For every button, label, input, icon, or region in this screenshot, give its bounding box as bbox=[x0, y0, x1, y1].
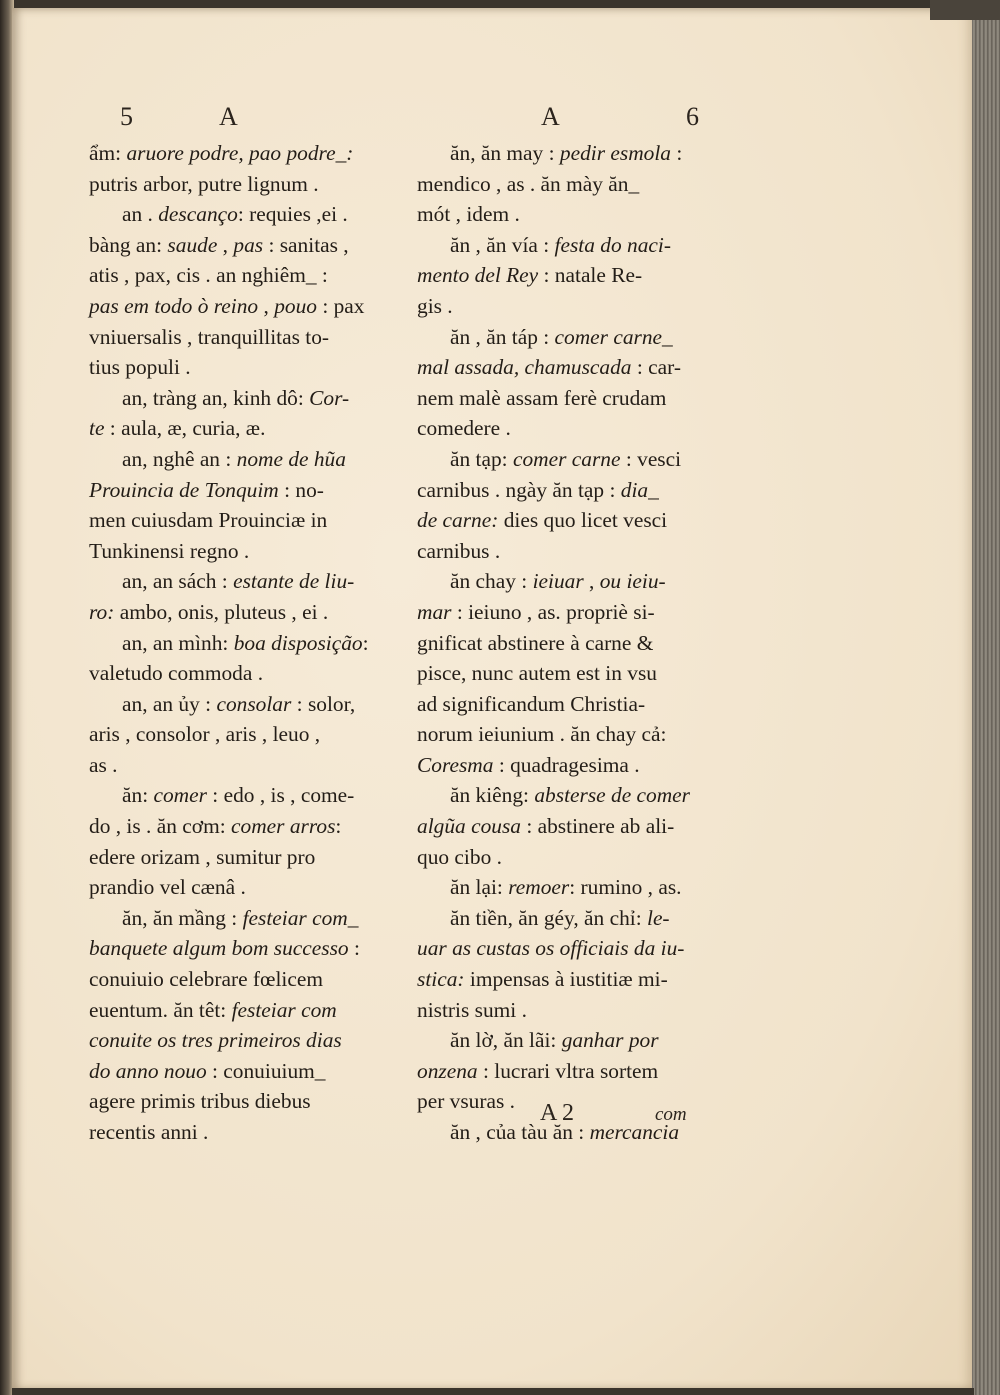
text-line bbox=[417, 995, 723, 1026]
entry-text: Tunkinensi regno . bbox=[89, 538, 250, 563]
portuguese-gloss: banquete algum bom successo bbox=[89, 936, 349, 961]
entry-text: prandio vel cænâ . bbox=[89, 875, 246, 900]
text-line bbox=[417, 566, 723, 597]
text-line bbox=[417, 444, 723, 475]
portuguese-gloss: mal assada, chamuscada bbox=[417, 355, 632, 380]
portuguese-gloss: consolar bbox=[216, 691, 292, 716]
text-line bbox=[89, 1025, 395, 1056]
entry-text: euentum. ăn têt: bbox=[89, 997, 232, 1022]
portuguese-gloss: ro: bbox=[89, 599, 115, 624]
entry-text: , bbox=[583, 569, 600, 594]
entry-text: an, tràng an, kinh dô: bbox=[122, 385, 310, 410]
entry-text: gis . bbox=[417, 293, 453, 318]
entry-text: carnibus . bbox=[417, 538, 501, 563]
entry-text: mendico , as . ăn mày ăn_ bbox=[417, 171, 640, 196]
entry-text: vniuersalis , tranquillitas to- bbox=[89, 324, 330, 349]
entry-text: an, an sách : bbox=[122, 569, 234, 594]
text-line bbox=[89, 536, 395, 567]
text-line bbox=[417, 505, 723, 536]
text-line bbox=[417, 291, 723, 322]
entry-text: an, an mình: bbox=[122, 630, 234, 655]
entry-text: carnibus . ngày ăn tạp : bbox=[417, 477, 621, 502]
text-line bbox=[89, 658, 395, 689]
text-line bbox=[417, 933, 723, 964]
portuguese-gloss: dia_ bbox=[620, 477, 659, 502]
entry-text: : edo , is , come- bbox=[206, 783, 355, 808]
entry-text: ăn kiêng: bbox=[450, 783, 535, 808]
text-line bbox=[89, 780, 395, 811]
text-line bbox=[89, 291, 395, 322]
entry-text: agere primis tribus diebus bbox=[89, 1089, 311, 1114]
portuguese-gloss: pedir esmola bbox=[559, 141, 671, 165]
left-running-letter: A bbox=[219, 102, 238, 131]
entry-text: per vsuras . bbox=[417, 1089, 516, 1114]
portuguese-gloss: descanço bbox=[158, 202, 238, 227]
entry-text: tius populi . bbox=[89, 355, 191, 380]
text-line bbox=[417, 811, 723, 842]
portuguese-gloss: uar as custas os officiais da iu- bbox=[417, 936, 685, 961]
portuguese-gloss: onzena bbox=[417, 1058, 478, 1083]
entry-text: mót , idem . bbox=[417, 202, 520, 227]
portuguese-gloss: pouo bbox=[274, 293, 317, 318]
portuguese-gloss: mento del Rey bbox=[417, 263, 539, 288]
text-line bbox=[89, 689, 395, 720]
signature-mark: A 2 bbox=[540, 1100, 575, 1126]
entry-text: ăn: bbox=[122, 783, 154, 808]
text-line bbox=[417, 964, 723, 995]
text-line bbox=[417, 719, 723, 750]
text-line bbox=[89, 842, 395, 873]
text-line bbox=[89, 260, 395, 291]
text-line bbox=[89, 383, 395, 414]
text-line bbox=[89, 903, 395, 934]
text-line bbox=[417, 260, 723, 291]
portuguese-gloss: do anno nouo bbox=[89, 1058, 207, 1083]
portuguese-gloss: mar bbox=[417, 599, 452, 624]
text-line bbox=[89, 872, 395, 903]
portuguese-gloss: te bbox=[89, 416, 105, 441]
entry-text: putris arbor, putre lignum . bbox=[89, 171, 319, 196]
entry-text: ăn , ăn vía : bbox=[450, 232, 555, 257]
entry-text: ăn tạp: bbox=[450, 446, 513, 471]
text-line bbox=[89, 750, 395, 781]
text-line bbox=[417, 658, 723, 689]
portuguese-gloss: remoer bbox=[508, 875, 570, 900]
text-line bbox=[417, 750, 723, 781]
text-line bbox=[417, 199, 723, 230]
entry-text: an, an ủy : bbox=[122, 691, 217, 716]
text-line bbox=[89, 230, 395, 261]
portuguese-gloss: comer carne bbox=[512, 446, 621, 471]
text-line bbox=[89, 933, 395, 964]
portuguese-gloss: saude bbox=[167, 232, 218, 257]
text-line bbox=[417, 169, 723, 200]
entry-text: as . bbox=[89, 752, 118, 777]
entry-text: ambo, onis, pluteus , ei . bbox=[114, 599, 329, 624]
text-line bbox=[417, 1025, 723, 1056]
entry-text: ăn lờ, ăn lãi: bbox=[450, 1028, 562, 1053]
entry-text: nistris sumi . bbox=[417, 997, 527, 1022]
text-line bbox=[89, 1056, 395, 1087]
entry-text: : no- bbox=[278, 477, 324, 502]
text-line bbox=[417, 872, 723, 903]
entry-text: ăn , của tàu ăn : bbox=[450, 1120, 590, 1144]
text-line bbox=[417, 383, 723, 414]
left-page-number: 5 bbox=[120, 102, 133, 131]
portuguese-gloss: pas em todo ò reino bbox=[89, 293, 259, 318]
entry-text: : lucrari vltra sortem bbox=[477, 1058, 659, 1083]
entry-text: : ieiuno , as. propriè si- bbox=[451, 599, 655, 624]
portuguese-gloss: mercancia bbox=[589, 1120, 680, 1144]
entry-text: : aula, æ, curia, æ. bbox=[104, 416, 266, 441]
entry-text: norum ieiunium . ăn chay cả: bbox=[417, 722, 667, 747]
entry-text: ăn, ăn may : bbox=[450, 141, 560, 165]
text-line bbox=[417, 230, 723, 261]
text-line bbox=[89, 566, 395, 597]
entry-text: nem malè assam ferè crudam bbox=[417, 385, 667, 410]
entry-text: : vesci bbox=[620, 446, 682, 471]
portuguese-gloss: boa disposição bbox=[233, 630, 363, 655]
entry-text: : bbox=[671, 141, 683, 165]
text-line bbox=[89, 811, 395, 842]
entry-text: ăn tiền, ăn géy, ăn chỉ: bbox=[450, 905, 647, 930]
entry-text: recentis anni . bbox=[89, 1120, 209, 1144]
entry-text: , bbox=[217, 232, 234, 257]
entry-text: comedere . bbox=[417, 416, 511, 441]
text-line bbox=[417, 1056, 723, 1087]
portuguese-gloss: ieiuar bbox=[532, 569, 584, 594]
entry-text: impensas à iustitiæ mi- bbox=[464, 967, 668, 992]
text-line bbox=[89, 719, 395, 750]
page-bottom-edge bbox=[12, 1388, 974, 1395]
entry-text: ăn chay : bbox=[450, 569, 533, 594]
entry-text: : pax bbox=[316, 293, 365, 318]
text-line bbox=[89, 1086, 395, 1117]
text-line bbox=[89, 964, 395, 995]
entry-text: : car- bbox=[631, 355, 681, 380]
portuguese-gloss: ou ieiu- bbox=[599, 569, 666, 594]
right-running-letter: A bbox=[541, 102, 560, 131]
entry-text: ẩm: bbox=[89, 141, 127, 165]
portuguese-gloss: comer bbox=[153, 783, 207, 808]
entry-text: : conuiuium_ bbox=[206, 1058, 326, 1083]
text-line bbox=[89, 352, 395, 383]
entry-text: : bbox=[348, 936, 360, 961]
right-dictionary-column bbox=[417, 138, 723, 1148]
entry-text: : sanitas , bbox=[263, 232, 349, 257]
text-line bbox=[417, 352, 723, 383]
text-line bbox=[417, 903, 723, 934]
text-line bbox=[417, 628, 723, 659]
text-line bbox=[417, 597, 723, 628]
text-line bbox=[89, 597, 395, 628]
portuguese-gloss: le- bbox=[647, 905, 670, 930]
portuguese-gloss: festeiar com bbox=[231, 997, 337, 1022]
text-line bbox=[417, 689, 723, 720]
entry-text: : quadragesima . bbox=[493, 752, 640, 777]
portuguese-gloss: aruore podre, pao podre_: bbox=[126, 141, 354, 165]
text-line bbox=[89, 475, 395, 506]
entry-text: ăn lại: bbox=[450, 875, 509, 900]
portuguese-gloss: Coresma bbox=[417, 752, 494, 777]
portuguese-gloss: festeiar com_ bbox=[242, 905, 359, 930]
entry-text: quo cibo . bbox=[417, 844, 502, 869]
page-fore-edge bbox=[972, 0, 1000, 1395]
portuguese-gloss: Prouincia de Tonquim bbox=[89, 477, 279, 502]
entry-text: valetudo commoda . bbox=[89, 661, 264, 686]
entry-text: : bbox=[335, 814, 342, 839]
portuguese-gloss: comer carne_ bbox=[554, 324, 673, 349]
text-line bbox=[417, 536, 723, 567]
entry-text: : natale Re- bbox=[538, 263, 643, 288]
text-line bbox=[417, 842, 723, 873]
text-line bbox=[417, 138, 723, 169]
entry-text: : solor, bbox=[291, 691, 356, 716]
portuguese-gloss: festa do naci- bbox=[554, 232, 671, 257]
text-line bbox=[89, 199, 395, 230]
entry-text: conuiuio celebrare fœlicem bbox=[89, 967, 323, 992]
entry-text: ad significandum Christia- bbox=[417, 691, 646, 716]
text-line bbox=[89, 138, 395, 169]
text-line bbox=[417, 413, 723, 444]
entry-text: dies quo licet vesci bbox=[498, 508, 668, 533]
portuguese-gloss: conuite os tres primeiros dias bbox=[89, 1028, 342, 1053]
left-dictionary-column bbox=[89, 138, 395, 1148]
text-line bbox=[89, 169, 395, 200]
portuguese-gloss: Cor- bbox=[309, 385, 350, 410]
entry-text: ăn, ăn mầng : bbox=[122, 905, 243, 930]
portuguese-gloss: pas bbox=[233, 232, 264, 257]
entry-text: : abstinere ab ali- bbox=[520, 814, 675, 839]
entry-text: bàng an: bbox=[89, 232, 168, 257]
catchword: com bbox=[655, 1104, 687, 1125]
text-line bbox=[417, 322, 723, 353]
page-top-corner bbox=[930, 0, 1000, 20]
text-line bbox=[89, 1117, 395, 1148]
entry-text: ăn , ăn táp : bbox=[450, 324, 555, 349]
entry-text: men cuiusdam Prouinciæ in bbox=[89, 508, 328, 533]
entry-text: gnificat abstinere à carne & bbox=[417, 630, 654, 655]
portuguese-gloss: comer arros bbox=[231, 814, 336, 839]
entry-text: aris , consolor , aris , leuo , bbox=[89, 722, 321, 747]
entry-text: , bbox=[258, 293, 275, 318]
portuguese-gloss: ganhar por bbox=[561, 1028, 659, 1053]
entry-text: : requies ,ei . bbox=[237, 202, 348, 227]
entry-text: edere orizam , sumitur pro bbox=[89, 844, 316, 869]
entry-text: an . bbox=[122, 202, 159, 227]
right-page-number: 6 bbox=[686, 102, 699, 131]
text-line bbox=[417, 475, 723, 506]
text-line bbox=[89, 413, 395, 444]
entry-text: pisce, nunc autem est in vsu bbox=[417, 661, 657, 686]
portuguese-gloss: stica: bbox=[417, 967, 465, 992]
portuguese-gloss: de carne: bbox=[417, 508, 499, 533]
entry-text: : bbox=[362, 630, 369, 655]
portuguese-gloss: estante de liu- bbox=[233, 569, 355, 594]
text-line bbox=[89, 505, 395, 536]
text-line bbox=[89, 444, 395, 475]
portuguese-gloss: algũa cousa bbox=[417, 814, 521, 839]
portuguese-gloss: absterse de comer bbox=[534, 783, 690, 808]
entry-text: : rumino , as. bbox=[569, 875, 682, 900]
entry-text: do , is . ăn cơm: bbox=[89, 814, 232, 839]
text-line bbox=[89, 995, 395, 1026]
portuguese-gloss: nome de hũa bbox=[236, 446, 346, 471]
text-line bbox=[89, 322, 395, 353]
entry-text: atis , pax, cis . an nghiêm_ : bbox=[89, 263, 328, 288]
entry-text: an, nghê an : bbox=[122, 446, 237, 471]
text-line bbox=[89, 628, 395, 659]
text-line bbox=[417, 780, 723, 811]
